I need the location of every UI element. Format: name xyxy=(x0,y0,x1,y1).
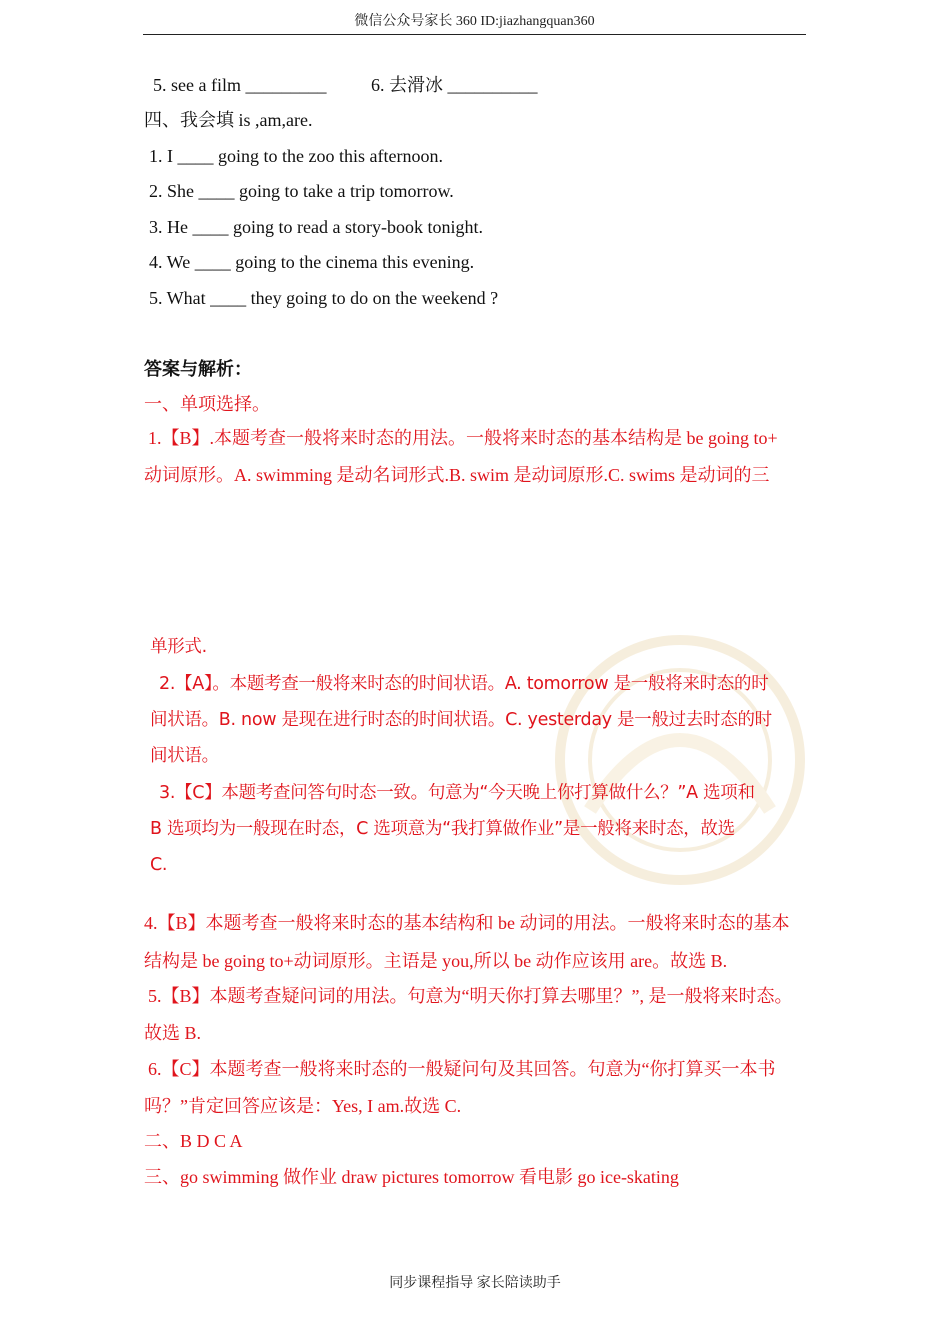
fill-item-3: 3. He ____ going to read a story-book tonight. xyxy=(149,217,483,237)
answer-q2-line-1: 2.【A】。本题考查一般将来时态的时间状语。A. tomorrow 是一般将来时态的时 xyxy=(159,674,769,694)
answer-q6-line-2: 吗？”肯定回答应该是：Yes, I am.故选 C. xyxy=(144,1096,462,1116)
answer-q4-line-2: 结构是 be going to+动词原形。主语是 you,所以 be 动作应该用 are。故选 B. xyxy=(144,951,728,971)
answer-q1-line-1: 1.【B】.本题考查一般将来时态的用法。一般将来时态的基本结构是 be going to+ xyxy=(148,428,778,448)
answer-q1-line-3: 单形式. xyxy=(150,637,207,657)
answer-q5-line-2: 故选 B. xyxy=(144,1023,202,1043)
answer-q1-line-2: 动词原形。A. swimming 是动名词形式.B. swim 是动词原形.C. swims 是动词的三 xyxy=(144,465,770,485)
section-4-title: 四、我会填 is ,am,are. xyxy=(144,110,313,130)
answer-q3-line-3: C. xyxy=(150,855,168,875)
exercise-item-6: 6. 去滑冰 __________ xyxy=(371,75,538,95)
fill-item-5: 5. What ____ they going to do on the weekend ? xyxy=(149,288,499,308)
answers-section-1-title: 一、单项选择。 xyxy=(144,394,270,414)
fill-item-2: 2. She ____ going to take a trip tomorrow. xyxy=(149,181,454,201)
answer-q5-line-1: 5.【B】本题考查疑问词的用法。句意为“明天你打算去哪里？”, 是一般将来时态。 xyxy=(148,986,793,1006)
answer-q3-line-2: B 选项均为一般现在时态，C 选项意为“我打算做作业”是一般将来时态，故选 xyxy=(150,819,735,839)
fill-item-4: 4. We ____ going to the cinema this evening. xyxy=(149,252,475,272)
watermark-stamp xyxy=(530,610,830,910)
exercise-item-5: 5. see a film _________ xyxy=(153,75,327,95)
page-footer: 同步课程指导 家长陪读助手 xyxy=(389,1276,561,1291)
answer-q4-line-1: 4.【B】本题考查一般将来时态的基本结构和 be 动词的用法。一般将来时态的基本 xyxy=(144,913,790,933)
answer-q6-line-1: 6.【C】本题考查一般将来时态的一般疑问句及其回答。句意为“你打算买一本书 xyxy=(148,1059,776,1079)
page-header: 微信公众号家长 360 ID:jiazhangquan360 xyxy=(143,10,806,35)
answers-section-3: 三、go swimming 做作业 draw pictures tomorrow 看电影 go ice-skating xyxy=(144,1167,679,1187)
fill-item-1: 1. I ____ going to the zoo this afternoon. xyxy=(149,146,443,166)
answer-q3-line-1: 3.【C】本题考查问答句时态一致。句意为“今天晚上你打算做什么？”A 选项和 xyxy=(159,783,755,803)
answers-section-2: 二、B D C A xyxy=(144,1131,243,1151)
answers-title: 答案与解析： xyxy=(144,359,252,379)
answer-q2-line-2: 间状语。B. now 是现在进行时态的时间状语。C. yesterday 是一般过去时态的时 xyxy=(150,710,772,730)
answer-q2-line-3: 间状语。 xyxy=(150,746,219,766)
